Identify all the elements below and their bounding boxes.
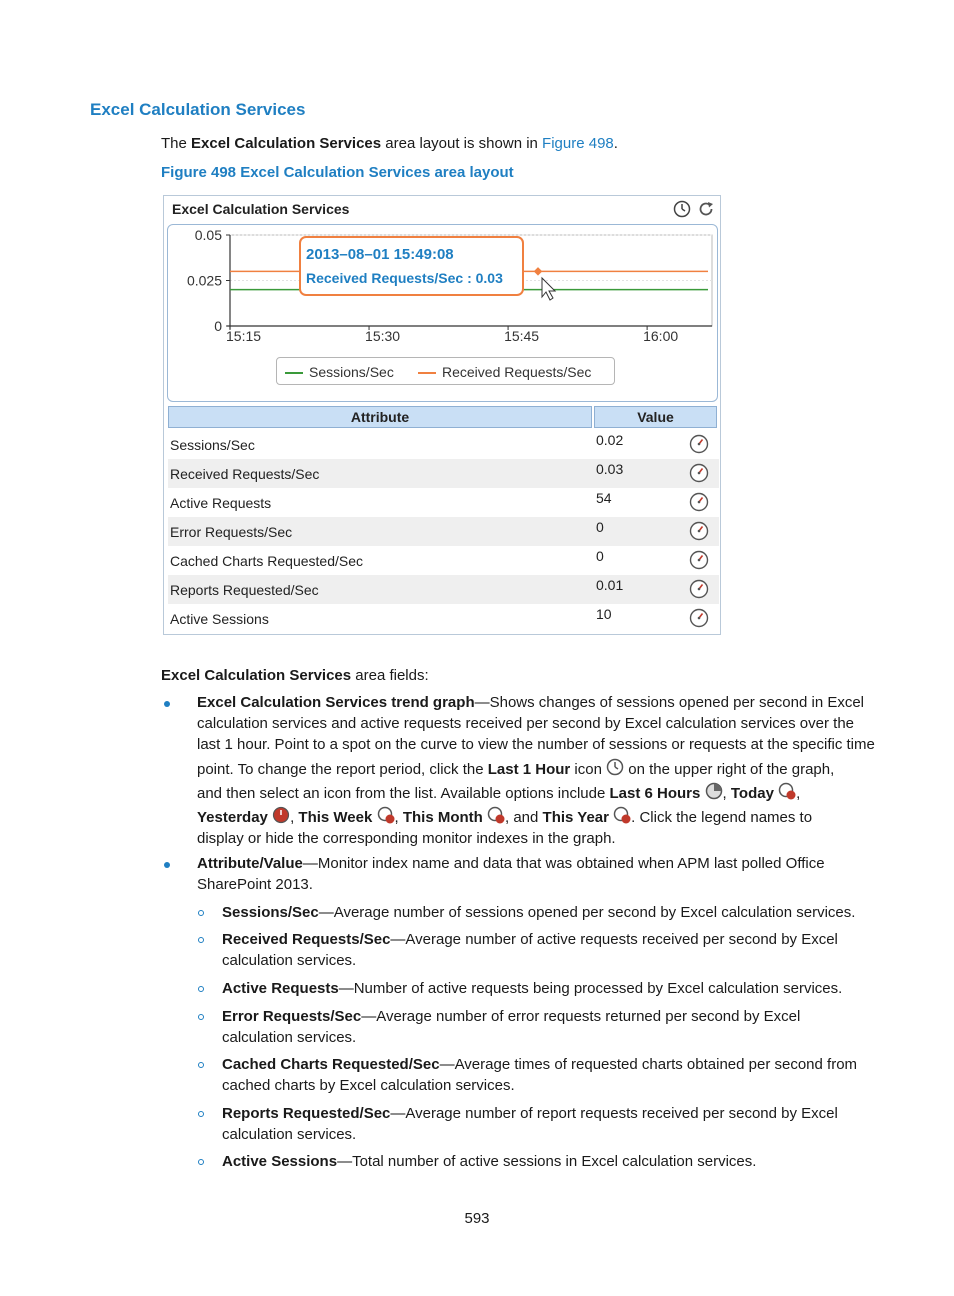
sub-bullet-marker (198, 910, 204, 916)
bullet-trend-graph: Excel Calculation Services trend graph—Shows changes of sessions opened per second in Excel calculation services and active requests received per second by Excel calculation services over the last 1 hour. Point to a spot on the curve to view the number of sessions or requests at the specific time point. To change the report period, click the Last 1 Hour icon on the upper right of the graph, and then select an icon from the list. Available options include Last 6 Hours , Today , Yesterday , This Week , This Month , and This Year . Click the legend names to display or hide the corresponding monitor indexes in the graph. (197, 694, 875, 847)
tooltip-time: 2013–08–01 15:49:08 (306, 246, 454, 263)
legend-swatch-received (418, 372, 436, 374)
yesterday-icon (272, 806, 290, 824)
sub-item: Received Requests/Sec—Average number of active requests received per second by Excel calculation services. (222, 931, 838, 969)
bullet-attribute-value: Attribute/Value—Monitor index name and data that was obtained when APM last polled Office SharePoint 2013. (197, 855, 825, 893)
x-tick-label: 15:45 (504, 328, 540, 344)
sub-bullet-marker (198, 1014, 204, 1020)
table-row (168, 546, 719, 575)
section-title: Excel Calculation Services (90, 100, 306, 119)
value-header: Value (594, 406, 717, 428)
last-6-hours-icon (705, 782, 723, 800)
sub-item: Active Sessions—Total number of active sessions in Excel calculation services. (222, 1153, 757, 1170)
widget-title: Excel Calculation Services (172, 201, 350, 217)
sub-item: Sessions/Sec—Average number of sessions opened per second by Excel calculation services. (222, 904, 856, 921)
sub-bullet-marker (198, 986, 204, 992)
y-tick-label: 0.025 (186, 272, 222, 289)
sub-bullet-marker (198, 1111, 204, 1117)
table-row (168, 488, 719, 517)
attribute-value: 0 (596, 519, 604, 535)
this-week-icon (377, 806, 395, 824)
gauge-icon[interactable] (689, 521, 709, 541)
intro-paragraph: The Excel Calculation Services area layout is shown in Figure 498. (161, 135, 618, 152)
x-tick-label: 15:30 (365, 328, 401, 344)
bullet-marker (164, 701, 170, 707)
table-row (168, 459, 719, 488)
figure-caption: Figure 498 Excel Calculation Services area layout (161, 164, 514, 181)
gauge-icon[interactable] (689, 463, 709, 483)
attribute-value: 0.03 (596, 461, 624, 477)
sub-item: Cached Charts Requested/Sec—Average times of requested charts obtained per second from cached charts by Excel calculation services. (222, 1056, 858, 1094)
today-icon (778, 782, 796, 800)
attribute-value: 10 (596, 606, 612, 622)
clock-icon[interactable] (673, 200, 691, 218)
figure-link[interactable]: Figure 498 (542, 135, 614, 152)
y-tick-label: 0 (214, 318, 222, 334)
table-row (168, 517, 719, 546)
table-row (168, 575, 719, 604)
bullet-marker (164, 862, 170, 868)
this-month-icon (487, 806, 505, 824)
excel-calculation-services-widget (163, 195, 721, 635)
gauge-icon[interactable] (689, 550, 709, 570)
x-tick-label: 15:15 (226, 328, 262, 344)
chart-legend (276, 357, 615, 385)
attribute-header: Attribute (168, 406, 592, 428)
attribute-name: Sessions/Sec (170, 437, 255, 453)
legend-item-sessions[interactable]: Sessions/Sec (285, 364, 394, 380)
fields-heading: Excel Calculation Services area fields: (161, 667, 429, 684)
attribute-value: 0.01 (596, 577, 624, 593)
refresh-icon[interactable] (697, 200, 715, 218)
this-year-icon (613, 806, 631, 824)
sub-bullet-marker (198, 937, 204, 943)
attribute-value: 54 (596, 490, 612, 506)
table-row (168, 604, 719, 633)
tooltip-value: Received Requests/Sec : 0.03 (306, 270, 503, 286)
gauge-icon[interactable] (689, 434, 709, 454)
sub-item: Error Requests/Sec—Average number of error requests returned per second by Excel calculation services. (222, 1008, 801, 1046)
attribute-name: Active Requests (170, 495, 272, 511)
attribute-name: Cached Charts Requested/Sec (170, 553, 363, 569)
sub-bullet-marker (198, 1062, 204, 1068)
trend-graph (167, 224, 718, 402)
attribute-name: Error Requests/Sec (170, 524, 293, 540)
attribute-name: Reports Requested/Sec (170, 582, 319, 598)
attribute-value: 0 (596, 548, 604, 564)
page-number: 593 (464, 1210, 490, 1227)
legend-item-received[interactable]: Received Requests/Sec (418, 364, 591, 380)
x-tick-label: 16:00 (643, 328, 679, 344)
gauge-icon[interactable] (689, 608, 709, 628)
attribute-name: Active Sessions (170, 611, 269, 627)
gauge-icon[interactable] (689, 492, 709, 512)
sub-item: Active Requests—Number of active requests being processed by Excel calculation services. (222, 980, 843, 997)
y-tick-label: 0.05 (194, 227, 222, 243)
table-row (168, 430, 719, 459)
last-1-hour-icon (606, 758, 624, 776)
gauge-icon[interactable] (689, 579, 709, 599)
attribute-value: 0.02 (596, 432, 624, 448)
legend-swatch-sessions (285, 372, 303, 374)
sub-bullet-marker (198, 1159, 204, 1165)
attribute-name: Received Requests/Sec (170, 466, 320, 482)
sub-item: Reports Requested/Sec—Average number of report requests received per second by Excel calculation services. (222, 1105, 838, 1143)
